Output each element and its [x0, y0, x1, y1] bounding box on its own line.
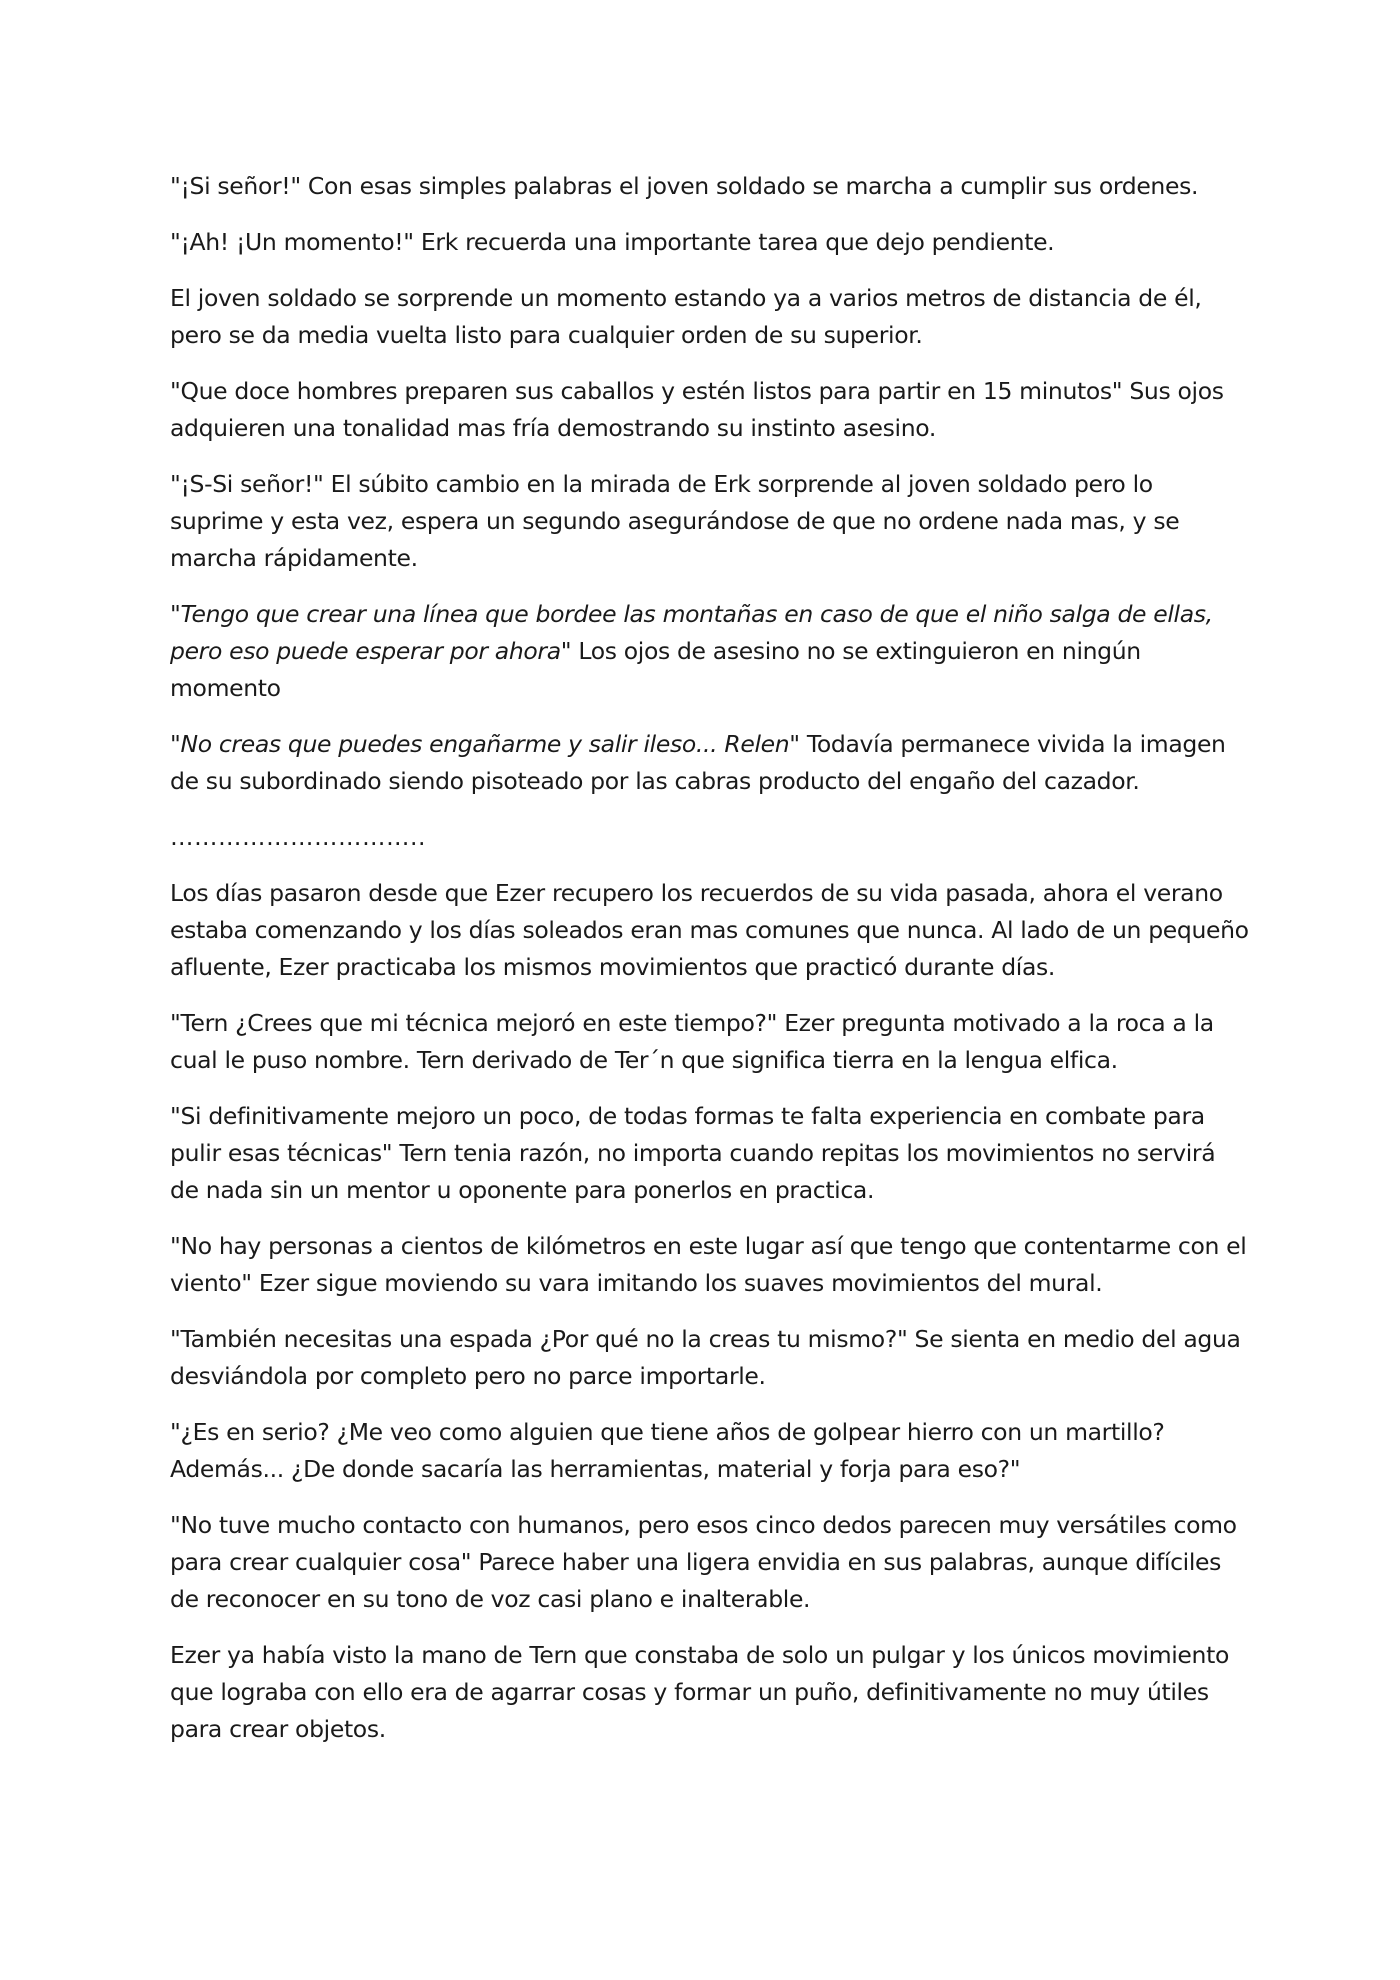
paragraph: [170, 224, 1250, 261]
paragraph: [170, 168, 1250, 205]
paragraph-text: "También necesitas una espada ¿Por qué no la creas tu mismo?" Se sienta en medio del agua desviándola por completo pero no parce importarle.: [170, 1325, 1241, 1390]
paragraph-text: Ezer ya había visto la mano de Tern que constaba de solo un pulgar y los únicos movimiento que lograba con ello era de agarrar cosas y formar un puño, definitivamente no muy útiles para crear objetos.: [170, 1641, 1229, 1743]
paragraph: [170, 373, 1250, 447]
paragraph: [170, 875, 1250, 986]
paragraph-italic: "No creas que puedes engañarme y salir ileso... Relen": [170, 730, 800, 758]
paragraph: [170, 726, 1250, 800]
paragraph-text: "No hay personas a cientos de kilómetros en este lugar así que tengo que contentarme con el viento" Ezer sigue moviendo su vara imitando los suaves movimientos del mural.: [170, 1232, 1247, 1297]
separator-dots: …………………………..: [170, 823, 426, 851]
paragraph-text: Todavía permanece vivida la imagen de su subordinado siendo pisoteado por las cabras producto del engaño del cazador.: [170, 730, 1226, 795]
paragraph: [170, 280, 1250, 354]
paragraph-text: "Si definitivamente mejoro un poco, de todas formas te falta experiencia en combate para pulir esas técnicas" Tern tenia razón, no importa cuando repitas los movimientos no servirá de nada sin un mentor u oponente para ponerlos en practica.: [170, 1102, 1216, 1204]
document-body: [170, 168, 1250, 1767]
paragraph: [170, 1414, 1250, 1488]
paragraph-text: "¡S-Si señor!" El súbito cambio en la mirada de Erk sorprende al joven soldado pero lo suprime y esta vez, espera un segundo asegurándose de que no ordene nada mas, y se marcha rápidamente.: [170, 470, 1180, 572]
paragraph: [170, 1098, 1250, 1209]
paragraph-text: "Que doce hombres preparen sus caballos y estén listos para partir en 15 minutos" Sus ojos adquieren una tonalidad mas fría demostrando su instinto asesino.: [170, 377, 1224, 442]
paragraph-text: "No tuve mucho contacto con humanos, pero esos cinco dedos parecen muy versátiles como para crear cualquier cosa" Parece haber una ligera envidia en sus palabras, aunque difíciles de reconocer en su tono de voz casi plano e inalterable.: [170, 1511, 1237, 1613]
paragraph: [170, 1228, 1250, 1302]
paragraph: [170, 466, 1250, 577]
paragraph: [170, 1637, 1250, 1748]
paragraph-text: Los ojos de asesino no se extinguieron en ningún momento: [170, 637, 1141, 702]
scene-separator: [170, 819, 1250, 856]
paragraph-text: "¡Ah! ¡Un momento!" Erk recuerda una importante tarea que dejo pendiente.: [170, 228, 1055, 256]
paragraph: [170, 1507, 1250, 1618]
paragraph-text: Los días pasaron desde que Ezer recupero los recuerdos de su vida pasada, ahora el verano estaba comenzando y los días soleados eran mas comunes que nunca. Al lado de un pequeño afluente, Ezer practicaba los mismos movimientos que practicó durante días.: [170, 879, 1249, 981]
paragraph: [170, 1321, 1250, 1395]
paragraph-text: "Tern ¿Crees que mi técnica mejoró en este tiempo?" Ezer pregunta motivado a la roca a la cual le puso nombre. Tern derivado de Ter´n que significa tierra en la lengua elfica.: [170, 1009, 1214, 1074]
paragraph-text: "¿Es en serio? ¿Me veo como alguien que tiene años de golpear hierro con un martillo? Además... ¿De donde sacaría las herramientas, material y forja para eso?": [170, 1418, 1165, 1483]
paragraph-text: "¡Si señor!" Con esas simples palabras el joven soldado se marcha a cumplir sus ordenes.: [170, 172, 1199, 200]
paragraph: [170, 1005, 1250, 1079]
paragraph-italic: "Tengo que crear una línea que bordee las montañas en caso de que el niño salga de ellas, pero eso puede esperar por ahora": [170, 600, 1213, 665]
paragraph-text: El joven soldado se sorprende un momento estando ya a varios metros de distancia de él, pero se da media vuelta listo para cualquier orden de su superior.: [170, 284, 1202, 349]
paragraph: [170, 596, 1250, 707]
